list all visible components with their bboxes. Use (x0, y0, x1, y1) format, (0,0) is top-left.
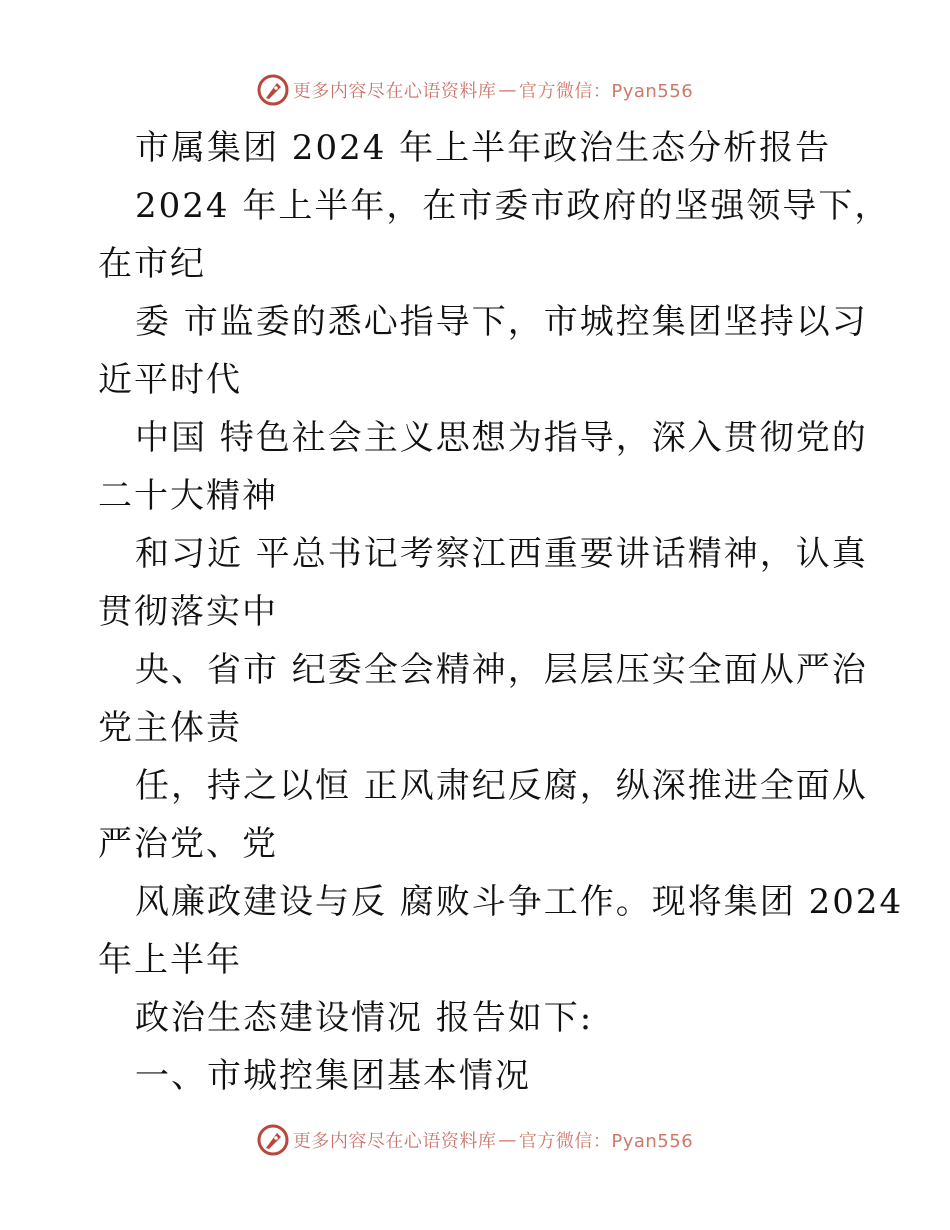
promo-text: 更多内容尽在心语资料库 (292, 81, 497, 102)
paragraph-line: 风廉政建设与反 腐败斗争工作。现将集团 2024 (135, 882, 904, 922)
document-title: 市属集团 2024 年上半年政治生态分析报告 (135, 128, 832, 168)
paragraph-line: 委 市监委的悉心指导下，市城控集团坚持以习 (135, 302, 868, 342)
paragraph-line: 中国 特色社会主义思想为指导，深入贯彻党的 (135, 418, 868, 458)
wechat-text: 官方微信：Pyan556 (518, 81, 694, 102)
bottom-watermark-banner (0, 1120, 950, 1160)
promo-text: 更多内容尽在心语资料库 (292, 1131, 497, 1152)
paragraph-line: 严治党、党 (98, 824, 278, 864)
paragraph-line: 政治生态建设情况 报告如下: (135, 998, 594, 1038)
paragraph-line: 二十大精神 (98, 476, 278, 516)
top-watermark-banner (0, 70, 950, 110)
paragraph-line: 央、省市 纪委全会精神，层层压实全面从严治 (135, 650, 868, 690)
paragraph-line: 2024 年上半年，在市委市政府的坚强领导下， (135, 186, 891, 226)
section-heading: 一、市城控集团基本情况 (135, 1056, 531, 1096)
paragraph-line: 和习近 平总书记考察江西重要讲话精神，认真 (135, 534, 868, 574)
pen-nib-logo-icon (257, 74, 289, 106)
paragraph-line: 党主体责 (98, 708, 242, 748)
banner-separator: — (498, 1129, 517, 1151)
banner-separator: — (498, 79, 517, 101)
paragraph-line: 任，持之以恒 正风肃纪反腐，纵深推进全面从 (135, 766, 868, 806)
paragraph-line: 贯彻落实中 (98, 592, 278, 632)
paragraph-line: 年上半年 (98, 940, 242, 980)
pen-nib-logo-icon (257, 1124, 289, 1156)
paragraph-line: 近平时代 (98, 360, 242, 400)
wechat-text: 官方微信：Pyan556 (518, 1131, 694, 1152)
paragraph-line: 在市纪 (98, 244, 206, 284)
